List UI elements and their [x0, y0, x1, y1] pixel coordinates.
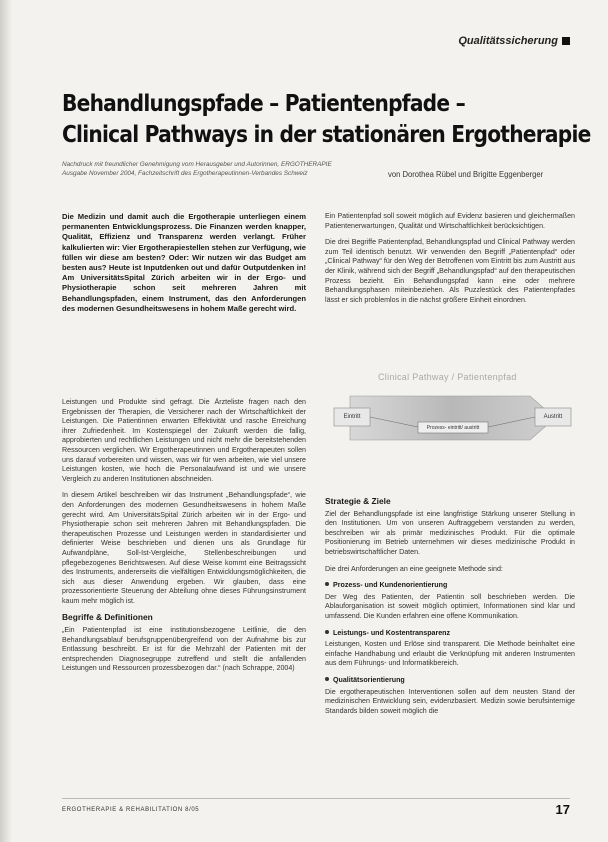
lead-paragraph: Die Medizin und damit auch die Ergotherapie unterliegen einem permanenten Entwicklungsprozess. Die Finanzen werden knapper, Qualität, Effizienz und Transparenz werden verlangt. Früher kalkulierten wir: Vier Ergotherapiestellen stehen zur Verfügung, wie füllen wir diese am besten? Oder: Wir nutzen wir das Budget am besten aus? Heute ist Inputdenken out und dafür Outputdenken in! Am UniversitätsSpital Zürich arbeiten wir in der Ergo- und Physiotherapie schon seit mehreren Jahren mit Behandlungspfaden, einem Instrument, das den Anforderungen des modernen Gesundheitswesens in hohem Maße gerecht wird. [62, 212, 306, 313]
bullet-dot-icon [325, 677, 329, 681]
footer-rule [62, 798, 570, 799]
heading-strategie: Strategie & Ziele [325, 496, 391, 506]
footer-journal: ERGOTHERAPIE & REHABILITATION 8/05 [62, 807, 200, 813]
bullet-3-title: Qualitätsorientierung [325, 676, 575, 686]
figure-right-label: Austritt [543, 414, 563, 420]
left-paragraph-2: In diesem Artikel beschreiben wir das Instrument „Behandlungspfade“, wie den Anforderungen des modernen Gesundheitswesens in hohem Maße gerecht wird. Am UniversitätsSpital Zürich arbeiten wir in der Ergo- und Physiotherapie schon seit mehreren Jahren mit Behandlungspfaden. Die therapeutischen Prozesse und Leistungen werden in standardisierter und definierter Weise beschrieben und dienen uns als Grundlage für Aufwandpläne, Soll-Ist-Vergleiche, Stellenbeschreibungen und pflegebezogenes Berichtswesen. Auf diese Weise kommt eine Beitragssicht des Instruments, andererseits die vielfältigen Entwicklungsmöglichkeiten, die sich aus dieser Anwendung ergeben. Wir glauben, dass eine prozessorientierte Steuerung der Abteilung ohne dieses Führungsinstrument kaum mehr möglich ist. [62, 491, 306, 605]
right-paragraph-2: Die drei Begriffe Patientenpfad, Behandlungspfad und Clinical Pathway werden zum Teil identisch benutzt. Wir verwenden den Begriff „Patientenpfad“ oder „Clinical Pathway“ für den Weg der Betroffenen vom Eintritt bis zum Austritt aus der Klinik, während sich der Begriff „Behandlungspfad“ auf den therapeutischen Prozess bezieht. Ein Behandlungspfad kann eine oder mehrere Behandlungsphasen miteinbeziehen. Als Puzzlestück des Patientenpfades lässt er sich problemlos in die nächst größere Einheit einordnen. [325, 238, 575, 304]
right-column-top [325, 212, 575, 312]
figure-title: Clinical Pathway / Patientenpfad [378, 372, 517, 382]
article-title [62, 88, 591, 150]
title-line-2: Clinical Pathways in der stationären Ergotherapie [62, 120, 591, 148]
bullet-2-title: Leistungs- und Kostentransparenz [325, 629, 575, 639]
title-line-1: Behandlungspfade – Patientenpfade – [62, 89, 465, 117]
right-paragraph-1: Ein Patientenpfad soll soweit möglich auf Evidenz basieren und gleichermaßen Patientenerwartungen, Qualität und Wirtschaftlichkeit berücksichtigen. [325, 212, 575, 230]
figure-center-label: Prozess- eintritt/ austritt [426, 424, 480, 431]
reprint-note-line-2: Ausgabe November 2004, Fachzeitschrift des Ergotherapeutinnen-Verbandes Schweiz [62, 170, 308, 177]
strategy-paragraph: Ziel der Behandlungspfade ist eine langfristige Stärkung unserer Stellung in den Institutionen. Um von unseren Auftraggebern verstanden zu werden, beschreiben wir als primär medizinisches Produkt. Für die optimale Positionierung im Betrieb unternehmen wir dieses medizinische Produkt in betriebswirtschaftlicher Daten. [325, 509, 575, 556]
pathway-figure [330, 368, 575, 463]
heading-begriffe: Begriffe & Definitionen [62, 612, 153, 623]
left-column [62, 398, 306, 681]
scan-shadow [0, 0, 12, 842]
authors: von Dorothea Rübel und Brigitte Eggenberger [388, 169, 544, 179]
bullet-1-text: Der Weg des Patienten, der Patientin soll beschrieben werden. Die Ablauforganisation ist soweit möglich optimiert, Informationen sind klar und umfassend. Die Kunden erfahren eine offene Kommunikation. [325, 592, 575, 620]
bullet-1-title: Prozess- und Kundenorientierung [325, 581, 575, 591]
bullet-3-text: Die ergotherapeutischen Interventionen sollen auf dem neusten Stand der medizinischen Entwicklung sein, evidenzbasiert. Medizin sowie berufsinternige Standards bilden soweit möglich die [325, 687, 575, 715]
bullet-dot-icon [325, 630, 329, 634]
reprint-note [62, 160, 392, 178]
figure-left-label: Eintritt [343, 414, 361, 420]
bullet-dot-icon [325, 582, 329, 586]
reprint-note-line-1: Nachdruck mit freundlicher Genehmigung vom Herausgeber und Autorinnen, ERGOTHERAPIE [62, 161, 332, 168]
section-tag: Qualitätssicherung [458, 35, 570, 47]
left-paragraph-1: Leistungen und Produkte sind gefragt. Die Ärzteliste fragen nach den Ergebnissen der Therapien, die Versicherer nach der Wirtschaftlichkeit der Leistungen. Die Patientinnen erwarten Effektivität und rasche Erreichung ihrer Zufriedenheit. Im Kostenspiegel der Zukunft werden die fallig, approbierten und rechtlichen Leistungen und nicht mehr die bereitstehenden Ressourcen verglichen. Wir Ergotherapeutinnen und Ergotherapeuten sollen uns darauf vorbereiten und wissen, was wir für wen arbeiten, wie viel unsere Leistungen kosten, wie hoch die Personalaufwand ist und wie unsere Vergleich zu anderen Institutionen abschneiden. [62, 398, 306, 483]
section-marker-square [562, 37, 570, 45]
requirements-intro: Die drei Anforderungen an eine geeignete Methode sind: [325, 564, 503, 573]
bullet-2-text: Leistungen, Kosten und Erlöse sind transparent. Die Methode beinhaltet eine einfache Handhabung und erlaubt die Verknüpfung mit anderen Instrumenten aus dem Führungs- und Informatikbereich. [325, 640, 575, 668]
definition-quote: „Ein Patientenpfad ist eine institutionsbezogene Leitlinie, die den Behandlungsablauf berufsgruppenübergreifend von der Aufnahme bis zur Entlassung beschreibt. Er ist für die Mehrzahl der Patienten mit der entsprechenden Diagnosegruppe zutreffend und stellt die anfallenden Leistungen und Ressourcen prozessbezogen dar.“ (nach Schrappe, 2004) [62, 626, 306, 673]
page-number: 17 [555, 802, 570, 817]
pathway-arrow-shape [350, 396, 555, 440]
right-column-bottom [325, 497, 575, 723]
